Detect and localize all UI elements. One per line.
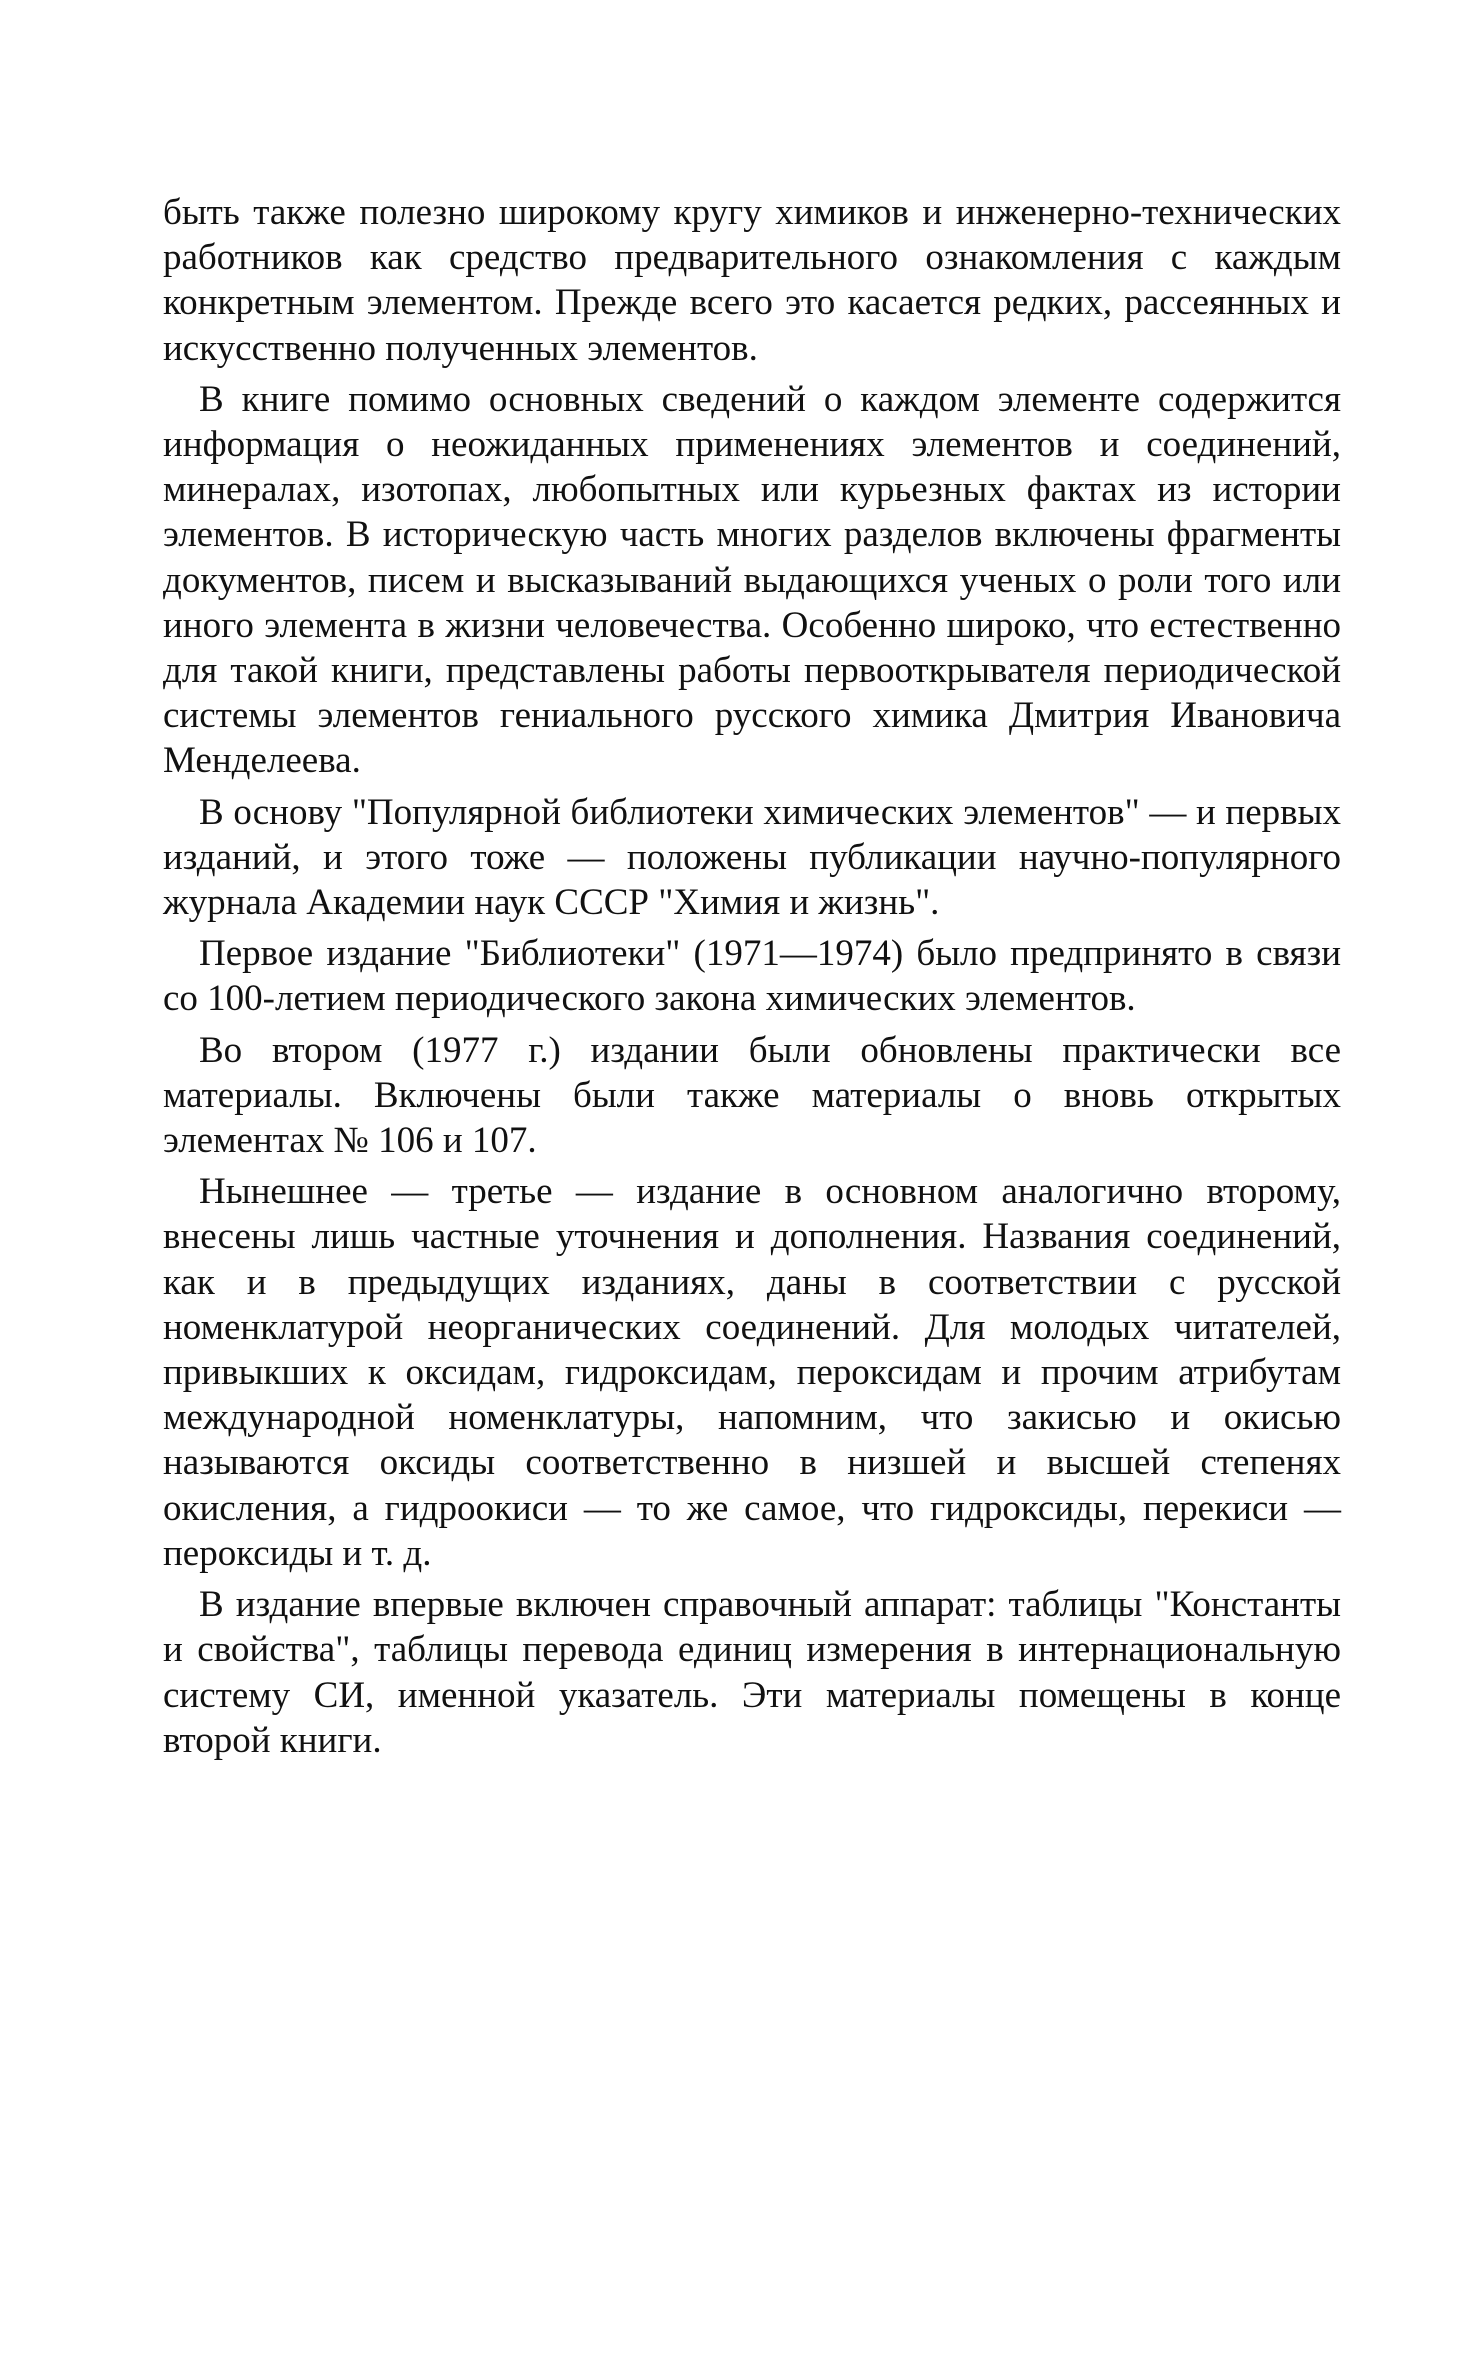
paragraph-1: быть также полезно широкому кругу химиков и инженерно-технических работников как средство предварительного ознакомления с каждым конкретным элементом. Прежде всего это касается редких, рассеянных и искусственно полученных элементов. [163, 192, 1341, 369]
body-text [163, 190, 1341, 1769]
paragraph-4: Первое издание "Библиотеки" (1971—1974) было предпринято в связи со 100-летием периодического закона химических элементов. [163, 933, 1341, 1020]
paragraph-6: Нынешнее — третье — издание в основном аналогично второму, внесены лишь частные уточнения и дополнения. Названия соединений, как и в предыдущих изданиях, даны в соответствии с русской номенклатурой неорганических соединений. Для молодых читателей, привыкших к оксидам, гидроксидам, пероксидам и прочим атрибутам международной номенклатуры, напомним, что закисью и окисью называются оксиды соответственно в низшей и высшей степенях окисления, а гидроокиси — то же самое, что гидроксиды, перекиси — пероксиды и т. д. [163, 1171, 1341, 1574]
paragraph-3: В основу "Популярной библиотеки химических элементов" — и первых изданий, и этого тоже — положены публикации научно-популярного журнала Академии наук СССР "Химия и жизнь". [163, 791, 1341, 924]
paragraph-7: В издание впервые включен справочный аппарат: таблицы "Константы и свойства", таблицы перевода единиц измерения в интернациональную систему СИ, именной указатель. Эти материалы помещены в конце второй книги. [163, 1584, 1341, 1761]
paragraph-2: В книге помимо основных сведений о каждом элементе содержится информация о неожиданных применениях элементов и соединений, минералах, изотопах, любопытных или курьезных фактах из истории элементов. В историческую часть многих разделов включены фрагменты документов, писем и высказываний выдающихся ученых о роли того или иного элемента в жизни человечества. Особенно широко, что естественно для такой книги, представлены работы первооткрывателя периодической системы элементов гениального русского химика Дмитрия Ивановича Менделеева. [163, 378, 1341, 782]
paragraph-5: Во втором (1977 г.) издании были обновлены практически все материалы. Включены были также материалы о вновь открытых элементах № 106 и 107. [163, 1029, 1341, 1162]
